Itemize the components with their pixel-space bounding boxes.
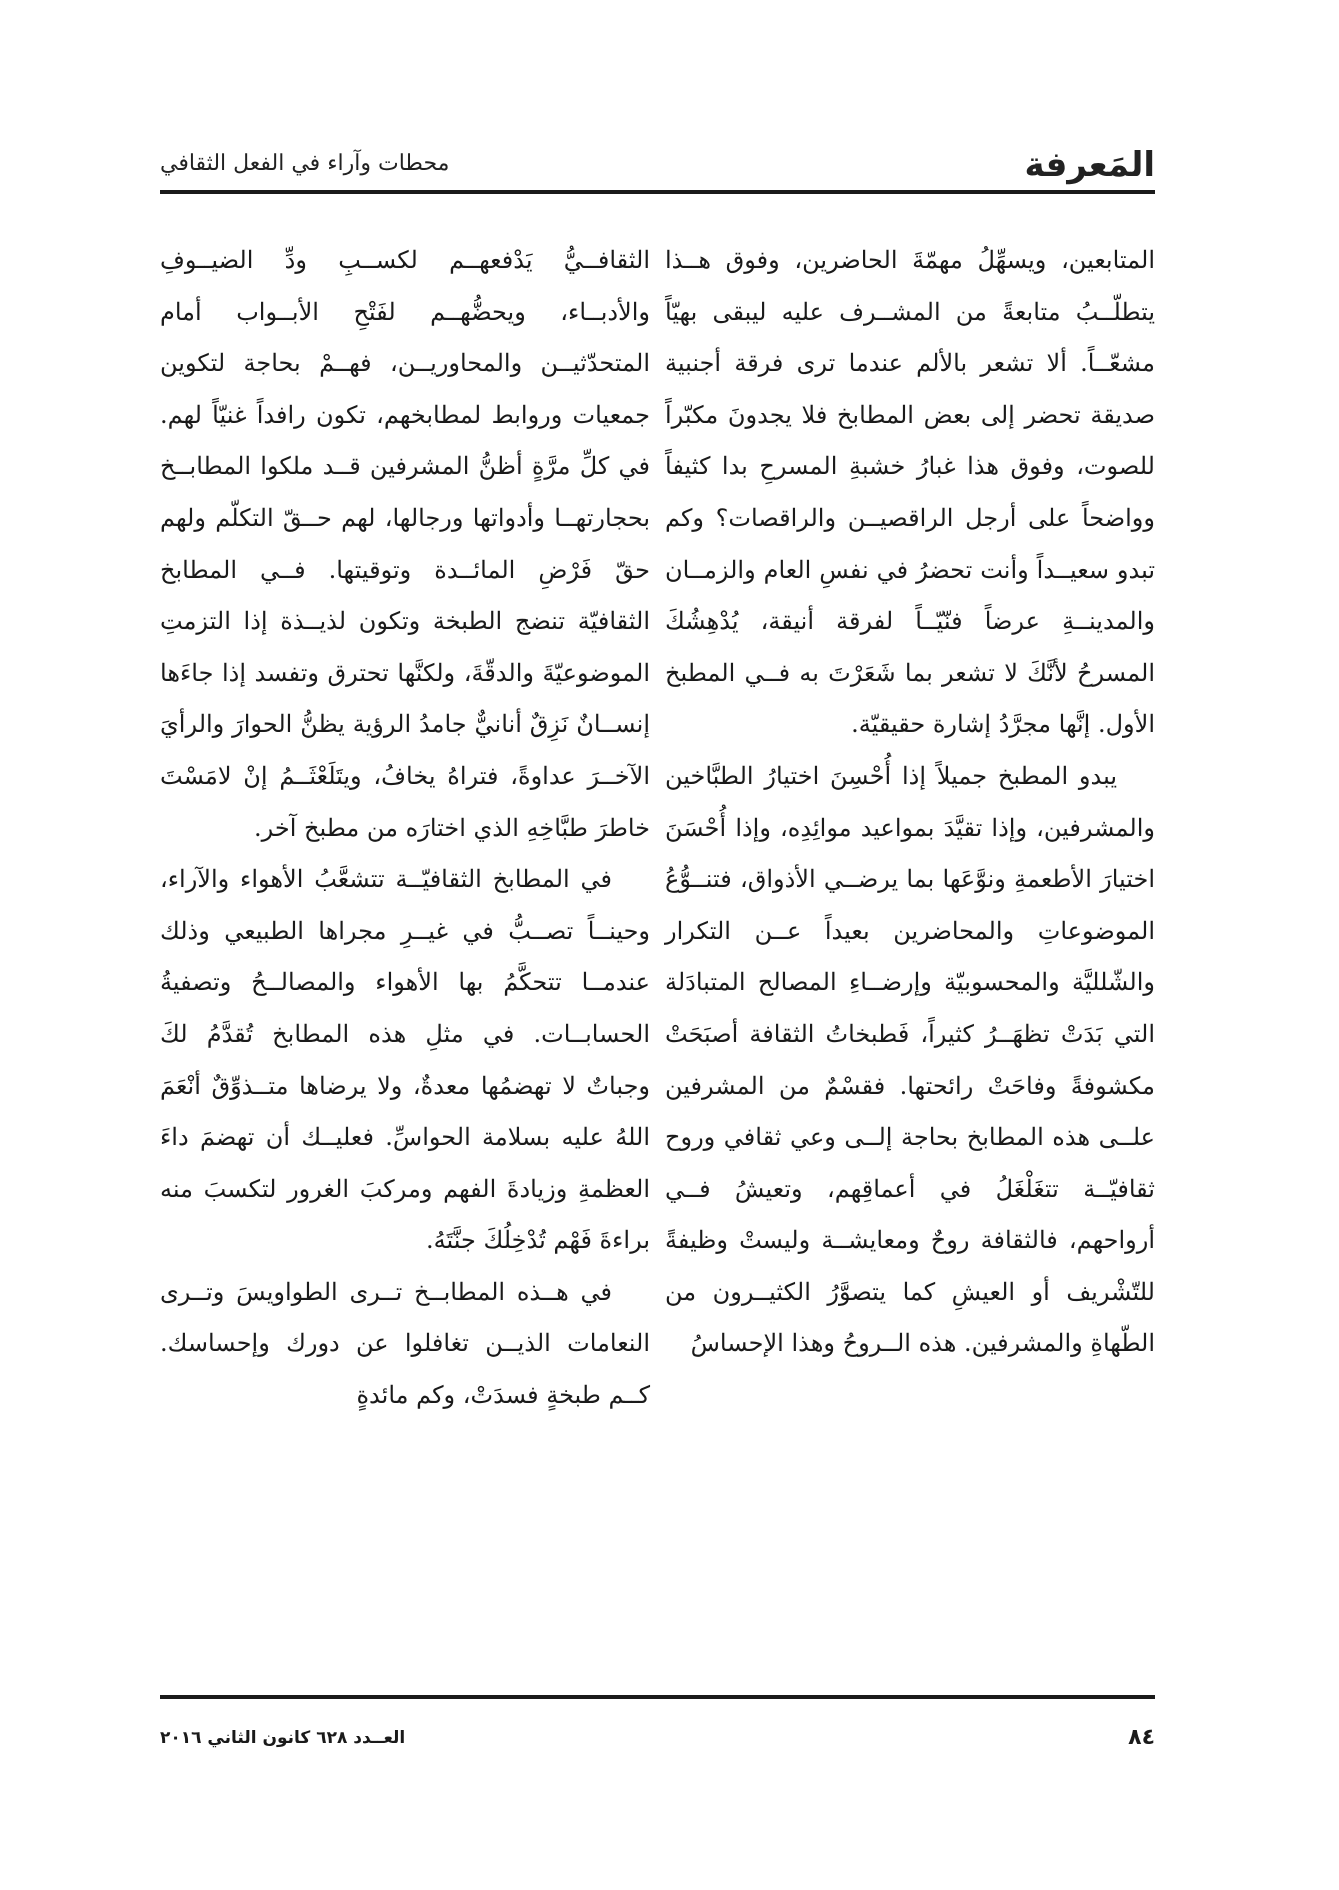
paragraph: يبدو المطبخ جميلاً إذا أُحْسِنَ اختيارُ الطبَّاخين والمشرفين، وإذا تقيَّدَ بمواعيد موائِدِه، وإذا أُحْسَنَ اختيارَ الأطعمةِ ونوَّعَها بما يرضــي الأذواق، فتنــوُّعُ الموضوعاتِ والمحاضرين بعيداً عــن التكرار والشّلليَّة والمحسوبيّة وإرضــاءِ المصالح المتبادَلة التي بَدَتْ تظهَــرُ كثيراً، فَطبخاتُ الثقافة أصبَحَتْ مكشوفةً وفاحَتْ رائحتها. فقسْمٌ من المشرفين علــى هذه المطابخ بحاجة إلــى وعي ثقافي وروح ثقافيّــة تتغَلْغَلُ في أعماقِهم، وتعيشُ فــي أرواحهم، فالثقافة روحٌ ومعايشــة وليستْ وظيفةً للتّشْريف أو العيشِ كما يتصوَّرُ الكثيــرون من الطّهاةِ والمشرفين. هذه الــروحُ وهذا الإحساسُ	[665, 761, 1155, 1358]
paragraph: في المطابخ الثقافيّــة تتشعَّبُ الأهواء والآراء، وحينــاً تصــبُّ في غيــرِ مجراها الطبيعي وذلك عندمــا تتحكَّمُ بها الأهواء والمصالــحُ وتصفيةُ الحسابــات. في مثلِ هذه المطابخ تُقدَّمُ لكَ وجباتٌ لا تهضمُها معدةٌ، ولا يرضاها متــذوِّقٌ أنْعَمَ اللهُ عليه بسلامة الحواسِّ. فعليــك أن تهضمَ داءَ العظمةِ وزيادةَ الفهم ومركبَ الغرور لتكسبَ منه براءةَ فَهْم تُدْخِلُكَ جنَّتَهُ.	[160, 865, 650, 1255]
page-header	[160, 145, 1155, 195]
paragraph: في هــذه المطابــخ تــرى الطواويسَ وتــرى النعامات الذيــن تغافلوا عن دورك وإحساسك. كــم طبخةٍ فسدَتْ، وكم مائدةٍ	[160, 1277, 650, 1410]
section-title: محطات وآراء في الفعل الثقافي	[160, 151, 450, 176]
issue-info: العــدد ٦٢٨ كانون الثاني ٢٠١٦	[160, 1728, 406, 1748]
header-divider	[160, 190, 1155, 194]
article-column-left	[160, 235, 650, 1422]
paragraph: الثقافــيُّ يَدْفعهــم لكســبِ ودِّ الضيــوفِ والأدبــاء، ويحضُّهــم لفَتْحِ الأبــواب أمام المتحدّثيــن والمحاوريــن، فهــمْ بحاجة لتكوين جمعيات وروابط لمطابخهم، تكون رافداً غنيّاً لهم. في كلِّ مرَّةٍ أظنُّ المشرفين قــد ملكوا المطابــخ بحجارتهــا وأدواتها ورجالها، لهم حــقّ التكلّم ولهم حقّ فَرْضِ المائــدة وتوقيتها. فــي المطابخ الثقافيّة تنضج الطبخة وتكون لذيــذة إذا التزمتِ الموضوعيّةَ والدقّةَ، ولكنَّها تحترق وتفسد إذا جاءَها إنســانٌ نَزِقٌ أنانيٌّ جامدُ الرؤية يظنُّ الحوارَ والرأيَ الآخــرَ عداوةً، فتراهُ يخافُ، ويتَلَعْثَــمُ إنْ لامَسْتَ خاطرَ طبَّاخِهِ الذي اختارَه من مطبخ آخر.	[160, 246, 650, 842]
page-number: ٨٤	[1128, 1725, 1155, 1750]
footer-divider	[160, 1695, 1155, 1699]
magazine-masthead: المَعرفة	[1024, 145, 1155, 185]
paragraph: المتابعين، ويسهِّلُ مهمّةَ الحاضرين، وفوق هــذا يتطلّــبُ متابعةً من المشــرف عليه ليبقى بهيّاً مشعّــاً. ألا تشعر بالألم عندما ترى فرقة أجنبية صديقة تحضر إلى بعض المطابخ فلا يجدونَ مكبّراً للصوت، وفوق هذا غبارُ خشبةِ المسرحِ بدا كثيفاً وواضحاً على أرجل الراقصيــن والراقصات؟ وكم تبدو سعيــداً وأنت تحضرُ في نفسِ العام والزمــان والمدينــةِ عرضاً فنّيّــاً لفرقة أنيقة، يُدْهِشُكَ المسرحُ لأنَّكَ لا تشعر بما شَعَرْتَ به فــي المطبخ الأول. إنَّها مجرَّدُ إشارة حقيقيّة.	[665, 246, 1155, 739]
article-column-right	[665, 235, 1155, 1370]
